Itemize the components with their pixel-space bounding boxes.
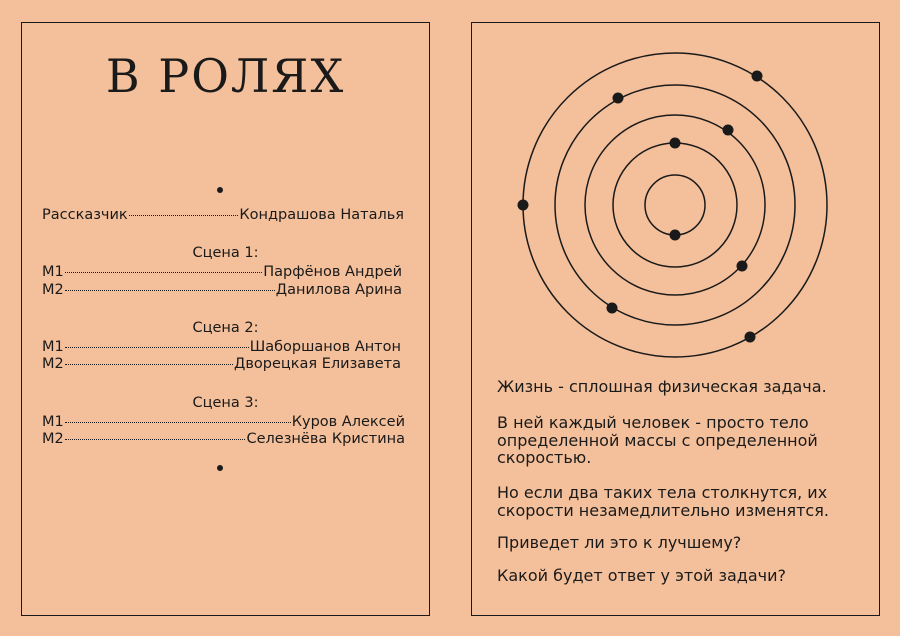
role-name: Рассказчик	[42, 207, 128, 223]
planet-dot	[670, 138, 681, 149]
planet-dot	[723, 125, 734, 136]
actor-name: Дворецкая Елизавета	[234, 356, 401, 372]
role-name: М1	[42, 264, 64, 280]
dotted-leader	[65, 439, 246, 440]
role-name: М2	[42, 431, 64, 447]
planet-dot	[745, 332, 756, 343]
role-name: М1	[42, 339, 64, 355]
story-paragraph-1: Жизнь - сплошная физическая задача.	[497, 377, 827, 396]
role-name: М2	[42, 356, 64, 372]
cast-panel	[21, 22, 430, 616]
scene-2-m2-line	[42, 356, 401, 373]
actor-name: Куров Алексей	[291, 414, 405, 430]
orbits-illustration	[472, 23, 881, 617]
story-paragraph-5: Какой будет ответ у этой задачи?	[497, 566, 786, 585]
story-paragraph-4: Приведет ли это к лучшему?	[497, 533, 742, 552]
actor-name: Селезнёва Кристина	[246, 431, 405, 447]
planet-dot	[518, 200, 529, 211]
scene-1-title: Сцена 1:	[192, 245, 259, 261]
dotted-leader	[129, 215, 239, 216]
scene-3-m1-line	[42, 414, 405, 431]
dotted-leader	[65, 347, 249, 348]
scene-2-m1-line	[42, 339, 401, 356]
actor-name: Парфёнов Андрей	[263, 264, 402, 280]
planet-dot	[737, 261, 748, 272]
scene-1-m2-line	[42, 282, 402, 299]
divider-dot-bottom	[217, 465, 223, 471]
orbit-ring-5	[523, 53, 827, 357]
planet-dot	[670, 230, 681, 241]
role-name: М2	[42, 282, 64, 298]
dotted-leader	[65, 272, 262, 273]
planet-dot	[607, 303, 618, 314]
planet-dot	[752, 71, 763, 82]
story-panel	[471, 22, 880, 616]
scene-2-title: Сцена 2:	[192, 320, 259, 336]
role-name: М1	[42, 414, 64, 430]
orbit-ring-1	[645, 175, 705, 235]
scene-3-title: Сцена 3:	[192, 395, 259, 411]
story-paragraph-3: Но если два таких тела столкнутся, их скорости незамедлительно изменятся.	[497, 483, 829, 520]
actor-name: Кондрашова Наталья	[239, 207, 404, 223]
actor-name: Данилова Арина	[275, 282, 402, 298]
orbit-ring-2	[613, 143, 737, 267]
divider-dot-top	[217, 187, 223, 193]
dotted-leader	[65, 290, 275, 291]
dotted-leader	[65, 364, 233, 365]
cast-title: В РОЛЯХ	[105, 49, 346, 103]
actor-name: Шаборшанов Антон	[249, 339, 401, 355]
orbit-ring-4	[555, 85, 795, 325]
scene-1-m1-line	[42, 264, 402, 281]
planet-dot	[613, 93, 624, 104]
narrator-line	[42, 207, 404, 224]
scene-3-m2-line	[42, 431, 405, 448]
dotted-leader	[65, 422, 291, 423]
story-paragraph-2: В ней каждый человек - просто тело определенной массы с определенной скоростью.	[497, 413, 818, 467]
